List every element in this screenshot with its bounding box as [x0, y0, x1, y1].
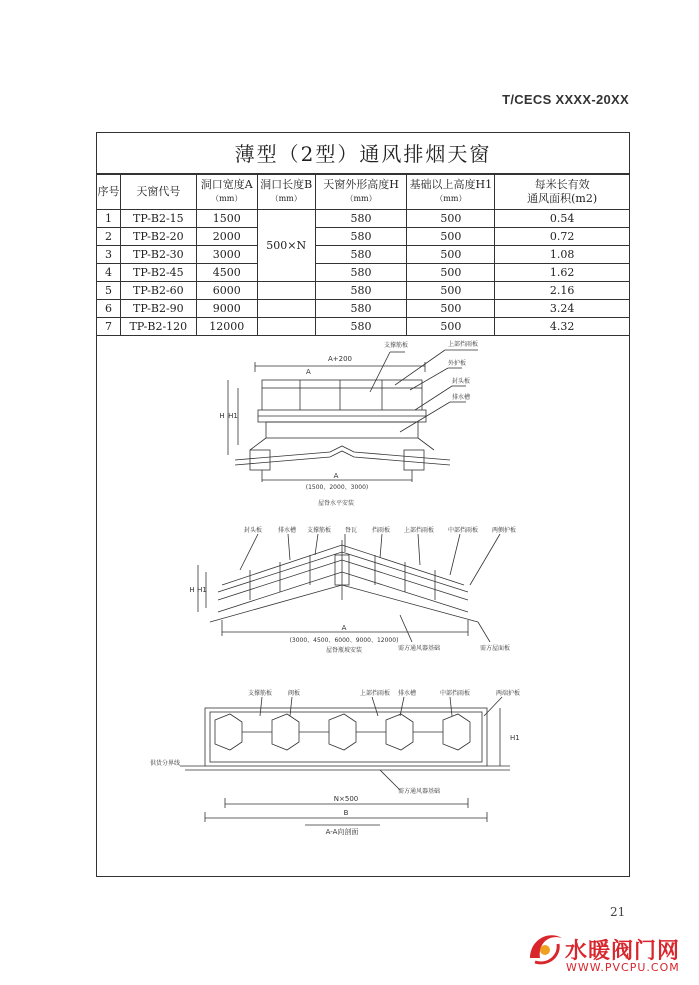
label2-base: 需方通风器基础: [398, 645, 441, 652]
caption-2: 屋脊瓶坡安装: [325, 647, 363, 654]
label-outer-guard: 外护板: [448, 360, 467, 367]
label3-mid-baffle: 中部挡雨板: [440, 690, 471, 697]
table-row: 3 TP-B2-30 3000 580 500 1.08: [97, 246, 630, 264]
col-code: 天窗代号: [120, 175, 196, 210]
label-top-baffle: 上部挡雨板: [448, 341, 479, 348]
dim-a-options: (1500、2000、3000): [305, 484, 369, 491]
label2-side-guard: 两侧护板: [492, 527, 517, 534]
watermark-name: 水暖阀门网: [565, 939, 681, 964]
table-row: 7 TP-B2-120 12000 580 500 4.32: [97, 318, 630, 336]
page-number: 21: [610, 905, 626, 919]
label2-roof-panel: 需方屋面板: [480, 645, 511, 652]
label2-baffle: 挡雨板: [372, 527, 391, 534]
label2-top-baffle: 上部挡雨板: [404, 527, 435, 534]
label2-ridge-tile: 脊瓦: [345, 527, 358, 534]
label-support: 支撑筋板: [384, 342, 409, 349]
drawing-section-aa: [180, 697, 510, 825]
label2-support: 支撑筋板: [307, 527, 332, 534]
table-row: 4 TP-B2-45 4500 580 500 1.62: [97, 264, 630, 282]
table-title: 薄型（2型）通风排烟天窗: [96, 132, 630, 174]
watermark-url: WWW.PVCPU.COM: [566, 961, 680, 974]
label3-support: 支撑筋板: [248, 690, 273, 697]
label3-drain: 排水槽: [398, 690, 417, 697]
table-row: 6 TP-B2-90 9000 580 500 3.24: [97, 300, 630, 318]
merged-length-b: 500×N: [257, 210, 315, 282]
col-width-a: 洞口宽度A （mm）: [196, 175, 257, 210]
table-row: 2 TP-B2-20 2000 580 500 0.72: [97, 228, 630, 246]
dim2-a: A: [341, 624, 347, 632]
col-length-b: 洞口长度B （mm）: [257, 175, 315, 210]
label3-valve: 阀板: [288, 690, 301, 697]
label2-mid-baffle: 中部挡雨板: [448, 527, 479, 534]
caption-3: A-A向剖面: [325, 828, 359, 836]
table-row: 5 TP-B2-60 6000 580 500 2.16: [97, 282, 630, 300]
dim3-h1: H1: [510, 734, 520, 742]
standard-code: T/CECS XXXX-20XX: [502, 92, 629, 107]
label-drain: 排水槽: [452, 394, 471, 401]
watermark-logo-icon: [530, 935, 562, 963]
drawing-ridge-horizontal: [228, 350, 478, 482]
dim-h: H: [219, 412, 225, 420]
label3-base: 需方通风器基础: [398, 788, 441, 795]
col-height-h: 天窗外形高度H （mm）: [315, 175, 407, 210]
label3-supply-boundary: 供货分界线: [150, 760, 181, 767]
label3-side-guard: 两端护板: [496, 690, 521, 697]
col-height-h1: 基础以上高度H1 （mm）: [407, 175, 495, 210]
dim3-n500: N×500: [333, 795, 359, 803]
col-area: 每米长有效 通风面积(m2): [495, 175, 630, 210]
drawing-ridge-sloped: [198, 534, 500, 642]
label3-top-baffle: 上部挡雨板: [360, 690, 391, 697]
section-mark-a: A: [306, 368, 311, 376]
dim-a: A: [333, 472, 339, 480]
dim2-h: H: [189, 586, 195, 594]
dim2-a-options: (3000、4500、6000、9000、12000): [289, 637, 399, 644]
dim-h1: H1: [228, 412, 238, 420]
table-row: 1 TP-B2-15 1500 500×N 580 500 0.54: [97, 210, 630, 228]
caption-1: 屋脊水平安装: [317, 500, 355, 507]
label-end-cap: 封头板: [452, 378, 471, 385]
dim2-h1: H1: [197, 586, 207, 594]
col-no: 序号: [97, 175, 121, 210]
label2-end-cap: 封头板: [244, 527, 263, 534]
dim-a-plus-200: A+200: [327, 355, 353, 363]
dim3-b: B: [343, 809, 349, 817]
label2-drain: 排水槽: [278, 527, 297, 534]
